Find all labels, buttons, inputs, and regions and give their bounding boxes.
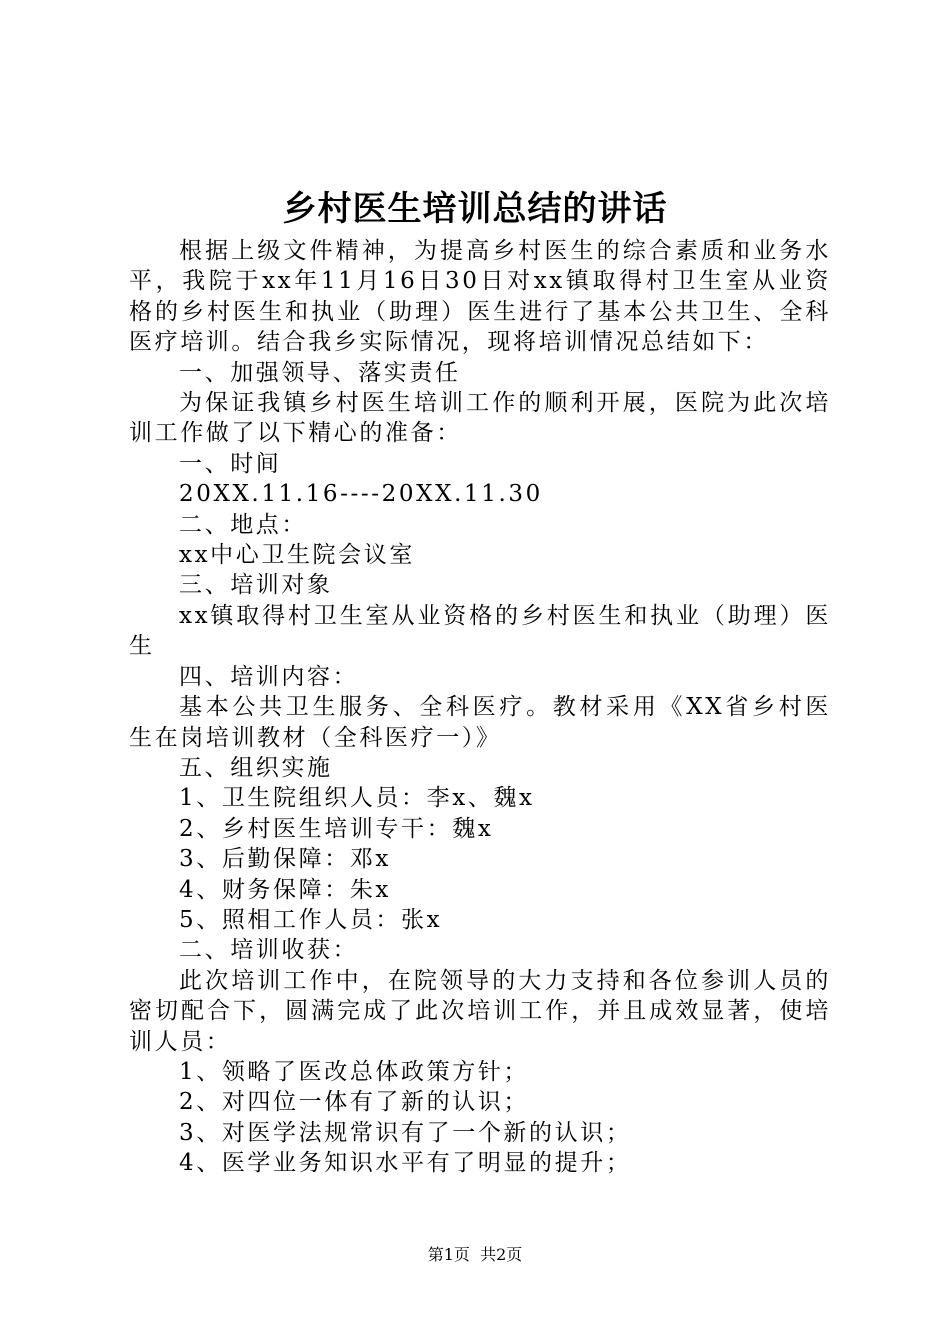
list-item: 1、领略了医改总体政策方针； xyxy=(179,1058,530,1085)
page-number: 第1页 xyxy=(427,1245,470,1264)
document-body xyxy=(129,236,831,1179)
list-item: 2、对四位一体有了新的认识； xyxy=(179,1089,530,1116)
page-total: 共2页 xyxy=(480,1245,523,1264)
section-heading: 一、时间 xyxy=(179,450,282,477)
list-item: 4、医学业务知识水平有了明显的提升； xyxy=(179,1150,632,1177)
section-heading: 四、培训内容： xyxy=(179,663,359,690)
document-title: 乡村医生培训总结的讲话 xyxy=(282,189,668,229)
footer-spacer xyxy=(470,1245,480,1264)
list-item: 2、乡村医生培训专干：魏x xyxy=(179,815,494,842)
section-heading: 二、培训收获： xyxy=(179,937,359,964)
paragraph: 此次培训工作中，在院领导的大力支持和各位参训人员的密切配合下，圆满完成了此次培训工作，并且成效显著，使培训人员： xyxy=(129,967,831,1055)
list-item: 1、卫生院组织人员：李x、魏x xyxy=(179,785,535,812)
paragraph: 20XX.11.16----20XX.11.30 xyxy=(179,481,543,508)
section-heading: 三、培训对象 xyxy=(179,572,333,599)
list-item: 3、对医学法规常识有了一个新的认识； xyxy=(179,1119,632,1146)
section-heading: 一、加强领导、落实责任 xyxy=(179,359,461,386)
paragraph: xx镇取得村卫生室从业资格的乡村医生和执业（助理）医生 xyxy=(129,602,831,660)
paragraph: 基本公共卫生服务、全科医疗。教材采用《XX省乡村医生在岗培训教材（全科医疗一）》 xyxy=(129,694,831,751)
paragraph: xx中心卫生院会议室 xyxy=(179,542,415,569)
page-footer xyxy=(0,1244,950,1266)
list-item: 3、后勤保障：邓x xyxy=(179,846,392,873)
paragraph: 为保证我镇乡村医生培训工作的顺利开展，医院为此次培训工作做了以下精心的准备： xyxy=(129,390,831,447)
section-heading: 二、地点： xyxy=(179,511,307,538)
list-item: 4、财务保障：朱x xyxy=(179,876,392,903)
section-heading: 五、组织实施 xyxy=(179,754,333,781)
paragraph: 根据上级文件精神，为提高乡村医生的综合素质和业务水平，我院于xx年11月16日30日对xx镇取得村卫生室从业资格的乡村医生和执业（助理）医生进行了基本公共卫生、全科医疗培训。结合我乡实际情况，现将培训情况总结如下： xyxy=(129,238,831,356)
list-item: 5、照相工作人员：张x xyxy=(179,906,443,933)
